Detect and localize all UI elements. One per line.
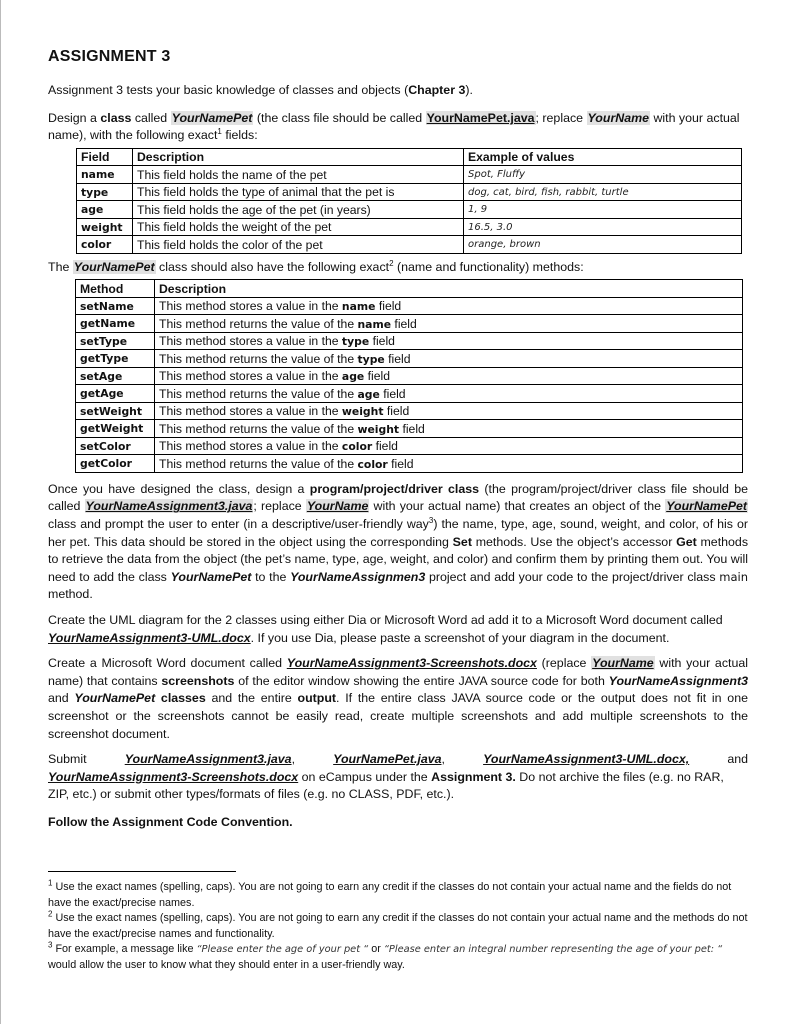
footnotes: [48, 880, 748, 974]
table-row: age This field holds the age of the pet (in years) 1, 9: [77, 201, 742, 219]
fields-table-header: [77, 148, 742, 166]
submit-line: Submit YourNameAssignment3.java, YourNamePet.java, YourNameAssignment3-UML.docx, and: [48, 752, 748, 767]
page-title: ASSIGNMENT 3: [48, 48, 171, 65]
table-row: setType This method stores a value in the type field: [76, 332, 743, 350]
header-method: Method: [76, 280, 155, 298]
table-row: setWeight This method stores a value in the weight field: [76, 402, 743, 420]
intro-paragraph: Assignment 3 tests your basic knowledge of classes and objects (Chapter 3).: [48, 83, 473, 97]
methods-table: [75, 279, 743, 473]
methods-intro: The YourNamePet class should also have the following exact$^2$ (name and functionality) methods:: [48, 258, 584, 274]
submit-paragraph: YourNameAssignment3-Screenshots.docx on eCampus under the Assignment 3. Do not archive the files (e.g. no RAR, ZIP, etc.) or submit other types/formats of files (e.g. no CLASS, PDF, etc.).: [48, 769, 724, 802]
table-row: color This field holds the color of the pet orange, brown: [77, 236, 742, 254]
table-row: setName This method stores a value in the name field: [76, 297, 743, 315]
table-row: name This field holds the name of the pet Spot, Fluffy: [77, 166, 742, 184]
table-row: weight This field holds the weight of the pet 16.5, 3.0: [77, 218, 742, 236]
design-paragraph: Design a class called YourNamePet (the class file should be called YourNamePet.java; replace YourName with your actual name), with the following exact$^1$ fields:: [48, 110, 740, 143]
table-row: setColor This method stores a value in the color field: [76, 437, 743, 455]
table-row: setAge This method stores a value in the age field: [76, 367, 743, 385]
table-row: getWeight This method returns the value of the weight field: [76, 420, 743, 438]
table-row: getType This method returns the value of the type field: [76, 350, 743, 368]
fields-table: [76, 148, 742, 254]
screenshots-paragraph: Create a Microsoft Word document called YourNameAssignment3-Screenshots.docx (replace YourName with your actual name) that contains screenshots of the editor window showing the entire JAVA source code for both YourNameAssignment3 and YourNamePet classes and the entire output. If the entire class JAVA source code or the output does not fit in one screenshot or the screenshots cannot be easily read, create multiple screenshots and add multiple screenshots to the screenshot document.: [48, 656, 748, 741]
table-row: getColor This method returns the value of the color field: [76, 455, 743, 473]
header-description: Description: [133, 148, 464, 166]
table-row: getName This method returns the value of the name field: [76, 315, 743, 333]
footnote-1: $^1$ Use the exact names (spelling, caps). You are not going to earn any credit if the classes do not contain your actual name and the fields do not have the exact/precise names.: [48, 878, 732, 909]
driver-paragraph: Once you have designed the class, design a program/project/driver class (the program/project/driver class file should be called YourNameAssignment3.java; replace YourName with your actual name) that creates an object of the YourNamePet class and prompt the user to enter (in a descriptive/user-friendly way$^3$) the name, type, age, sound, weight, and color, of his or her pet. This data should be stored in the object using the corresponding Set methods. Use the object’s accessor Get methods to retrieve the data from the object (the pet’s name, type, age, weight, and color) and confirm them by printing them out. You will need to add the class YourNamePet to the YourNameAssignmen3 project and add your code to the project/driver class main method.: [48, 481, 749, 602]
footnote-2: $^2$ Use the exact names (spelling, caps). You are not going to earn any credit if the classes do not contain your actual name and the methods do not have the exact/precise names and functionality.: [48, 909, 748, 940]
page-edge: [0, 0, 1, 1024]
footnote-separator: [48, 871, 236, 872]
header-field: Field: [77, 148, 133, 166]
footnote-3: $^3$ For example, a message like “Please enter the age of your pet “ or “Please enter an integral number representing the age of your pet: “ would allow the user to know what they should enter in a user-friendly way.: [48, 940, 723, 971]
header-example: Example of values: [464, 148, 742, 166]
header-method-description: Description: [155, 280, 743, 298]
table-row: getAge This method returns the value of the age field: [76, 385, 743, 403]
uml-paragraph: Create the UML diagram for the 2 classes using either Dia or Microsoft Word ad add it to a Microsoft Word document called YourNameAssignment3-UML.docx. If you use Dia, please paste a screenshot of your diagram in the document.: [48, 613, 723, 645]
table-row: type This field holds the type of animal that the pet is dog, cat, bird, fish, rabbit, turtle: [77, 183, 742, 201]
methods-table-header: [76, 280, 743, 298]
follow-convention: Follow the Assignment Code Convention.: [48, 814, 293, 829]
document-body: [48, 48, 748, 832]
